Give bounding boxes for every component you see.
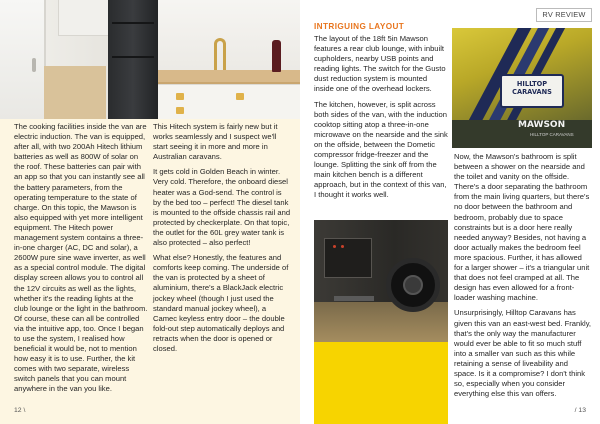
article-column-4 bbox=[454, 152, 592, 404]
exterior-photo bbox=[314, 220, 448, 342]
paragraph: The kitchen, however, is split across both sides of the van, with the induction cooktop sitting atop a three-in-one microwave on the nearside and the sink on the offside, between the Dometic compressor fridge-freezer and the lounge. Splitting the sink off from the main kitchen bench is a different approach, but in the context of this van, I thought it works well. bbox=[314, 99, 448, 200]
article-column-3 bbox=[314, 22, 448, 206]
article-column-1 bbox=[14, 122, 148, 400]
page-number-right: / 13 bbox=[574, 407, 586, 414]
logo-brand-text: MAWSON bbox=[518, 120, 566, 130]
paragraph: Now, the Mawson's bathroom is split between a shower on the nearside and the toilet and vanity on the offside. There's a door separating the bathroom from the main living quarters, but there's no door between the bathroom and bedroom, probably due to space constraints but is a door here really needed anyway? Besides, not having a door actually makes the bedroom feel more spacious. Further, it has allowed for a larger shower – it's a triangular unit that does not feel cramped at all. The design has even allowed for a front-loader washing machine. bbox=[454, 152, 590, 303]
section-tag: RV REVIEW bbox=[536, 8, 592, 22]
paragraph: Unsurprisingly, Hilltop Caravans has given this van an east-west bed. Frankly, that's the only way the manufacturer would ever be able to fit so much stuff into a smaller van such as this while retaining a sense of liveability and space. Is it a compromise? I don't think so, especially when you consider everything else this van offers. bbox=[454, 308, 592, 399]
yellow-accent-block bbox=[314, 342, 448, 424]
article-column-2 bbox=[153, 122, 291, 359]
section-heading: INTRIGUING LAYOUT bbox=[314, 22, 405, 31]
logo-sub-text: HILLTOP CARAVANS bbox=[530, 132, 574, 137]
kitchen-photo bbox=[0, 0, 300, 119]
paragraph: This Hitech system is fairly new but it works seamlessly and I suspect we'll start seeing it in more and more in Australian caravans. bbox=[153, 122, 278, 162]
paragraph: The layout of the 18ft 5in Mawson features a rear club lounge, with inbuilt cupholders, nearby USB points and reading lights. The switch for the Gusto dust reduction system is mounted inside one of the overhead lockers. bbox=[314, 34, 446, 94]
mawson-logo-photo bbox=[452, 28, 592, 148]
logo-badge-text: HILLTOP CARAVANS bbox=[512, 80, 552, 96]
page-number-left: 12 \ bbox=[14, 407, 26, 414]
paragraph: What else? Honestly, the features and comforts keep coming. The underside of the van is protected by a sheet of aluminium, there's a BlackJack electric jockey wheel (though I just used the standard manual jockey wheel), a Camec keyless entry door – the double fold-out step automatically deploys and retracts when the door is opened or closed. bbox=[153, 253, 289, 353]
paragraph: The cooking facilities inside the van are electric induction. The van is equipped, after all, with two 200Ah Hitech lithium batteries as well as 800W of solar on the roof. These batteries can pair with an app so that you can instantly see all the battery parameters, from the operating temperature to the state of charge. On this topic, the Mawson is also equipped with yet more intelligent equipment. The Hitech power management system contains a three-in-one charger (AC, DC and solar), a 2600W pure sine wave inverter, as well as a special control module. The digital display screen allows you to control all the 12V circuits as well as the lights, whether it's the reading lights at the club lounge or the light in the bathroom. Of course, these can all be controlled via the intuitive app, too. Once I began to use the system, I realised how beneficial it would be, not to mention how easy it is to use. Further, the kit comes with two separate, wireless switch panels that you can mount anywhere in the van you like. bbox=[14, 122, 148, 394]
paragraph: It gets cold in Golden Beach in winter. Very cold. Therefore, the onboard diesel heater was a God-send. The control is by the bed too – perfect! The diesel tank is mounted to the offside chassis rail and protected by checkerplate. On that topic, the outlet for the 60L grey water tank is also protected – also perfect! bbox=[153, 167, 291, 248]
